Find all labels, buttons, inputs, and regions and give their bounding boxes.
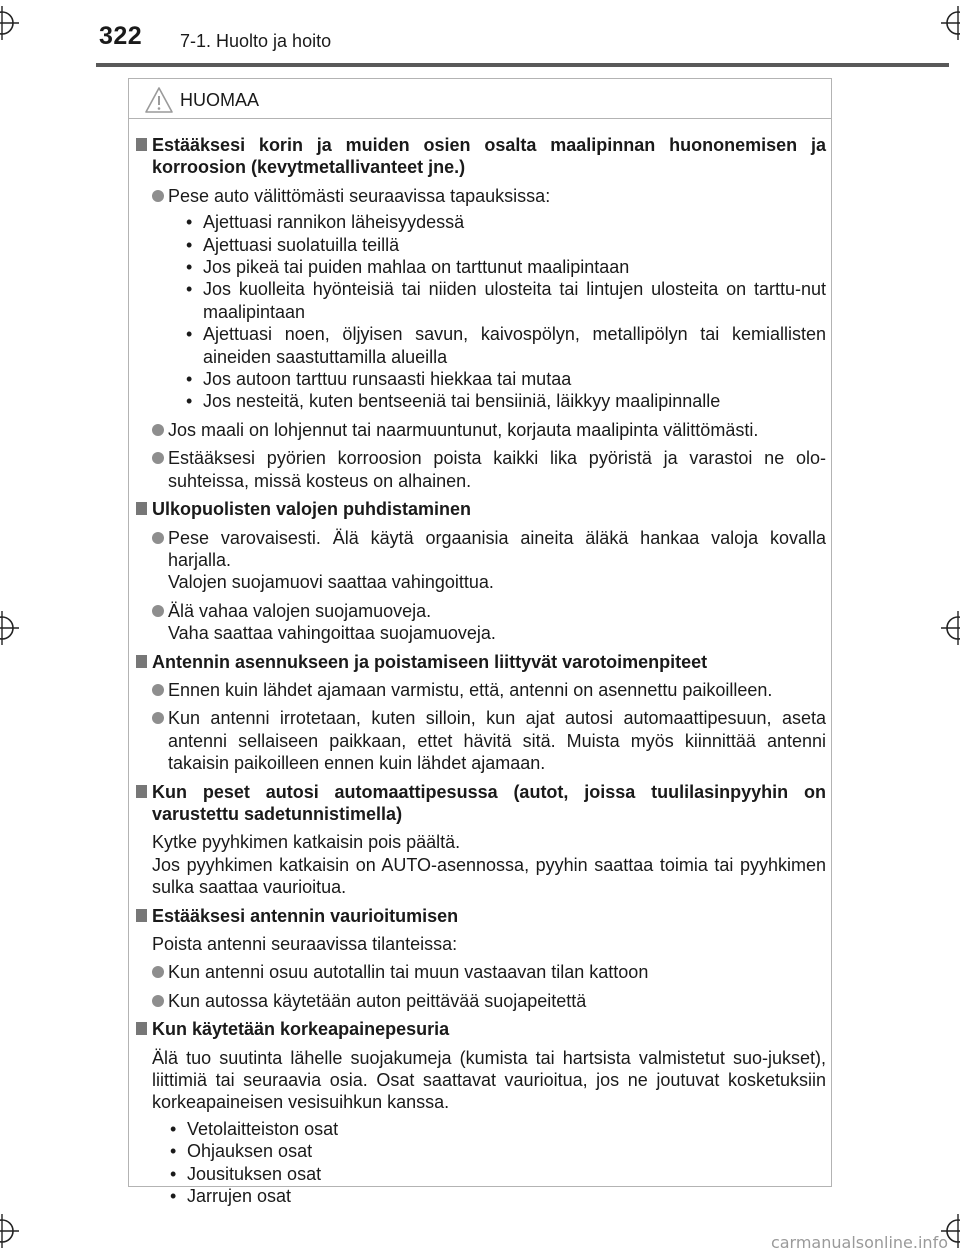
registration-mark-icon (0, 6, 19, 40)
list-item: • Jos kuolleita hyönteisiä tai niiden ulosteita tai lintujen ulosteita on tarttu-nut maalipintaan (186, 278, 826, 323)
header-rule (96, 63, 949, 67)
list-item: • Ohjauksen osat (170, 1140, 826, 1162)
bullet-text: Pese varovaisesti. Älä käytä orgaanisia aineita äläkä hankaa valoja kovalla harjalla. (168, 527, 826, 570)
bullet-item (152, 447, 826, 492)
registration-mark-icon (941, 6, 960, 40)
bullet-text: Estääksesi pyörien korroosion poista kaikki lika pyöristä ja varastoi ne olo-suhteissa, missä kosteus on alhainen. (168, 448, 826, 491)
registration-mark-icon (0, 1214, 19, 1248)
section-title: 7-1. Huolto ja hoito (180, 31, 332, 51)
notice-section (130, 651, 826, 775)
bullet-text: Kun antenni irrotetaan, kuten silloin, kun ajat autosi automaattipesuun, aseta antenni sellaiseen paikkaan, ettet hävitä sitä. Muista myös kiinnittää antenni takaisin paikoilleen ennen kuin lähdet ajamaan. (168, 708, 826, 774)
notice-section (130, 1018, 826, 1207)
section-heading: Kun käytetään korkeapainepesuria (152, 1019, 450, 1040)
notice-content (130, 134, 826, 1213)
list-item: • Vetolaitteiston osat (170, 1118, 826, 1140)
bullet-item (152, 185, 826, 413)
bullet-dot-icon (152, 684, 164, 696)
list-item: • Ajettuasi suolatuilla teillä (186, 234, 826, 256)
list-item: • Jos pikeä tai puiden mahlaa on tarttunut maalipintaan (186, 256, 826, 278)
paragraph-line: Jos pyyhkimen katkaisin on AUTO-asennossa, pyyhin saattaa toimia tai pyyhkimen sulka saattaa vaurioitua. (152, 854, 826, 898)
bullet-item (152, 679, 826, 701)
bullet-item (152, 707, 826, 774)
bullet-item (152, 419, 826, 441)
paragraph (152, 1047, 826, 1114)
list-item: • Jousituksen osat (170, 1163, 826, 1185)
section-square-icon (136, 1022, 147, 1035)
bullet-dot-icon (152, 712, 164, 724)
paragraph-line: Kytke pyyhkimen katkaisin pois päältä. (152, 832, 461, 853)
bullet-item (152, 961, 826, 983)
bullet-text: Kun autossa käytetään auton peittävää suojapeitettä (168, 990, 587, 1011)
watermark: carmanualsonline.info (770, 1233, 948, 1252)
section-square-icon (136, 138, 147, 151)
notice-section (130, 905, 826, 1013)
warning-icon (144, 86, 174, 114)
bullet-text: Valojen suojamuovi saattaa vahingoittua. (168, 572, 494, 593)
list-item: • Jos nesteitä, kuten bentseeniä tai bensiiniä, läikkyy maalipinnalle (186, 390, 826, 412)
bullet-text: Vaha saattaa vahingoittaa suojamuoveja. (168, 623, 496, 644)
list-item: • Ajettuasi noen, öljyisen savun, kaivospölyn, metallipölyn tai kemiallisten aineiden saastuttamilla alueilla (186, 323, 826, 368)
paragraph-line: Poista antenni seuraavissa tilanteissa: (152, 934, 458, 954)
paragraph-line: Älä tuo suutinta lähelle suojakumeja (kumista tai hartsista valmistetut suo-jukset), liittimiä tai seuraavia osia. Osat saattavat vaurioitua, jos ne joutuvat kosketuksiin korkeapaineisen vesisuihkun kanssa. (152, 1047, 826, 1113)
notice-section (130, 498, 826, 644)
list-item: • Jos autoon tarttuu runsaasti hiekkaa tai mutaa (186, 368, 826, 390)
notice-section (130, 134, 826, 492)
bullet-dot-icon (152, 966, 164, 978)
paragraph (152, 933, 826, 955)
section-heading: Estääksesi antennin vaurioitumisen (152, 905, 459, 926)
list-item: • Jarrujen osat (170, 1185, 826, 1207)
list-item: • Ajettuasi rannikon läheisyydessä (186, 211, 826, 233)
bullet-dot-icon (152, 532, 164, 544)
registration-mark-icon (0, 611, 19, 645)
section-square-icon (136, 909, 147, 922)
notice-header (144, 83, 259, 117)
bullet-text: Ennen kuin lähdet ajamaan varmistu, että, antenni on asennettu paikoilleen. (168, 679, 773, 700)
paragraph (152, 831, 826, 898)
bullet-item (152, 990, 826, 1012)
section-square-icon (136, 655, 147, 668)
bullet-item (152, 600, 826, 645)
bullet-text: Jos maali on lohjennut tai naarmuuntunut, korjauta maalipinta välittömästi. (168, 419, 759, 440)
bullet-dot-icon (152, 190, 164, 202)
section-heading: Antennin asennukseen ja poistamiseen liittyvät varotoimenpiteet (152, 651, 708, 672)
section-square-icon (136, 785, 147, 798)
section-heading: Ulkopuolisten valojen puhdistaminen (152, 499, 472, 520)
section-heading: Kun peset autosi automaattipesussa (autot, joissa tuulilasinpyyhin on varustettu sadetunnistimella) (152, 781, 826, 824)
bullet-text: Älä vahaa valojen suojamuoveja. (168, 600, 432, 621)
page-number: 322 (99, 22, 143, 50)
bullet-dot-icon (152, 424, 164, 436)
bullet-dot-icon (152, 452, 164, 464)
bullet-dot-icon (152, 605, 164, 617)
bullet-text: Pese auto välittömästi seuraavissa tapauksissa: (168, 185, 551, 206)
notice-rule (129, 118, 831, 119)
section-heading: Estääksesi korin ja muiden osien osalta maalipinnan huononemisen ja korroosion (kevytmetallivanteet jne.) (152, 135, 826, 178)
sub-list (152, 1118, 826, 1208)
bullet-item (152, 527, 826, 594)
section-square-icon (136, 502, 147, 515)
bullet-text: Kun antenni osuu autotallin tai muun vastaavan tilan kattoon (168, 962, 649, 983)
notice-section (130, 781, 826, 899)
registration-mark-icon (941, 611, 960, 645)
bullet-dot-icon (152, 995, 164, 1007)
sub-list (168, 211, 826, 413)
notice-title: HUOMAA (180, 89, 260, 110)
